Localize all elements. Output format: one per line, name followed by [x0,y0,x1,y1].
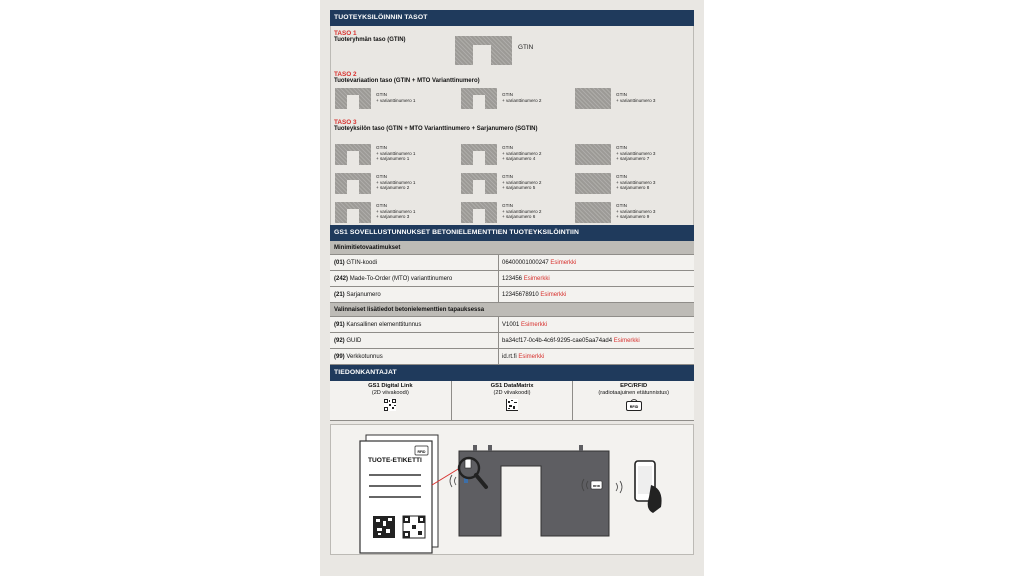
min-requirements-header: Minimitietovaatimukset [330,241,694,255]
svg-text:RFID: RFID [593,484,600,488]
ai-name-cell: (92) GUID [330,333,499,348]
carrier-digital-link [330,381,452,420]
datamatrix-icon [373,516,395,538]
variant-text: GTIN + varianttinumero 3 + sarjanumero 8 [616,174,656,191]
concrete-panel-icon [575,88,611,109]
concrete-panel-icon [335,88,371,109]
table-row [330,271,694,287]
taso-panel [330,26,694,225]
datamatrix-icon [506,399,518,411]
ai-name-cell: (99) Verkkotunnus [330,349,499,364]
example-tag: Esimerkki [613,338,640,344]
example-tag: Esimerkki [550,260,577,266]
qr-code-icon [384,399,396,411]
concrete-element-icon [459,445,609,536]
label-and-element-illustration [331,425,693,554]
product-label [360,435,438,553]
carrier-sub: (radiotaajuinen etätunnistus) [598,390,669,396]
table-row [330,333,694,349]
concrete-panel-icon [461,173,497,194]
optional-info-table [330,317,694,365]
taso2-label: TASO 2 [334,71,357,78]
carrier-datamatrix [452,381,574,420]
taso3-label: TASO 3 [334,119,357,126]
variant-text: GTIN + varianttinumero 3 + sarjanumero 9 [616,203,656,220]
concrete-panel-icon [575,144,611,165]
ai-value-cell: V1001 Esimerkki [502,322,548,328]
data-carriers [330,381,694,421]
ai-name-cell: (01) GTIN-koodi [330,255,499,270]
taso3-desc: Tuoteyksilön taso (GTIN + MTO Varianttinumero + Sarjanumero (SGTIN) [334,126,538,132]
taso2-desc: Tuotevariaation taso (GTIN + MTO Varianttinumero) [334,78,480,84]
concrete-panel-icon [575,173,611,194]
example-tag: Esimerkki [523,276,550,282]
variant-text: GTIN + varianttinumero 3 [616,92,656,103]
rfid-tag-icon [626,399,642,411]
example-tag: Esimerkki [518,354,545,360]
variant-text: GTIN + varianttinumero 3 + sarjanumero 7 [616,145,656,162]
taso1-gtin: GTIN [518,44,534,51]
concrete-panel-icon [455,36,512,65]
variant-text: GTIN + varianttinumero 2 + sarjanumero 4 [502,145,542,162]
table-row [330,287,694,303]
variant-text: GTIN + varianttinumero 2 + sarjanumero 5 [502,174,542,191]
min-requirements-table [330,255,694,303]
table-row [330,255,694,271]
phone-icon [635,461,662,513]
table-row [330,317,694,333]
taso1-desc: Tuoteryhmän taso (GTIN) [334,37,406,43]
concrete-panel-icon [461,144,497,165]
variant-text: GTIN + varianttinumero 1 + sarjanumero 2 [376,174,416,191]
ai-value-cell: id.rt.fi Esimerkki [502,354,545,360]
variant-text: GTIN + varianttinumero 2 + sarjanumero 6 [502,203,542,220]
document-page [320,0,704,576]
variant-text: GTIN + varianttinumero 2 [502,92,542,103]
svg-text:RFID: RFID [417,450,426,454]
concrete-panel-icon [575,202,611,223]
example-tag: Esimerkki [521,322,548,328]
concrete-panel-icon [335,202,371,223]
concrete-panel-icon [461,88,497,109]
carrier-title: GS1 DataMatrix [490,383,534,389]
svg-text:RFID: RFID [629,405,638,409]
ai-name-cell: (242) Made-To-Order (MTO) varianttinumero [330,271,499,286]
taso1-label: TASO 1 [334,30,357,37]
section-header-tasot: TUOTEYKSILÖINNIN TASOT [330,10,694,26]
section-header-gs1: GS1 SOVELLUSTUNNUKSET BETONIELEMENTTIEN TUOTEYKSILÖINTIIN [330,225,694,241]
table-row [330,349,694,365]
carrier-sub: (2D viivakoodi) [493,390,531,396]
section-header-tiedonkantajat: TIEDONKANTAJAT [330,365,694,381]
label-title: TUOTE-ETIKETTI [368,457,422,464]
concrete-panel-icon [461,202,497,223]
variant-text: GTIN + varianttinumero 1 + sarjanumero 3 [376,203,416,220]
variant-text: GTIN + varianttinumero 1 + sarjanumero 1 [376,145,416,162]
carrier-rfid [573,381,694,420]
illustration [330,424,694,555]
carrier-sub: (2D viivakoodi) [371,390,409,396]
ai-name-cell: (91) Kansallinen elementtitunnus [330,317,499,332]
carrier-title: GS1 Digital Link [368,383,413,389]
qr-code-icon [403,516,425,538]
variant-text: GTIN + varianttinumero 1 [376,92,416,103]
example-tag: Esimerkki [540,292,567,298]
optional-info-header: Valinnaiset lisätiedot betonielementtien tapauksessa [330,303,694,317]
ai-value-cell: 12345678910 Esimerkki [502,292,567,298]
carrier-title: EPC/RFID [620,383,648,389]
ai-value-cell: 123456 Esimerkki [502,276,550,282]
concrete-panel-icon [335,173,371,194]
concrete-panel-icon [335,144,371,165]
ai-value-cell: ba34cf17-0c4b-4c6f-9295-cae05aa74ad4 Esimerkki [502,338,640,344]
ai-name-cell: (21) Sarjanumero [330,287,499,302]
ai-value-cell: 06400001000247 Esimerkki [502,260,577,266]
